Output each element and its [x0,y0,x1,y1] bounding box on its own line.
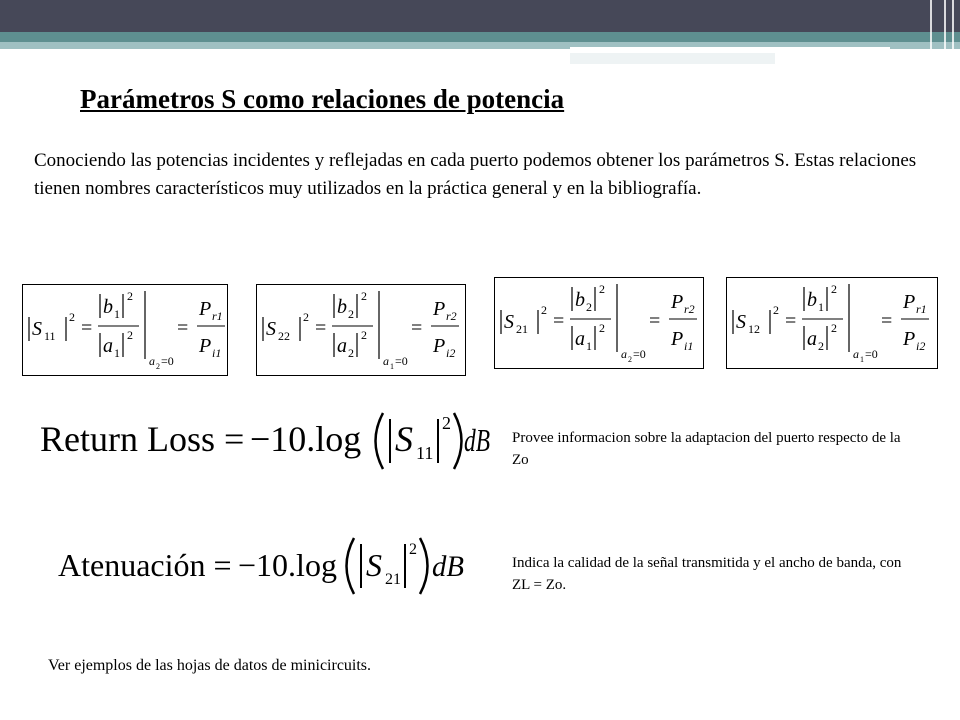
svg-text:P: P [903,291,916,313]
footer-note: Ver ejemplos de las hojas de datos de minicircuits. [48,657,372,674]
cond-value: =0 [633,347,646,361]
svg-text:S: S [395,419,413,459]
pr-subscript: r1 [916,302,927,316]
paren-right [420,538,428,594]
header-stripe-shadow [570,53,775,64]
a-subscript: 2 [348,346,354,360]
formula-s11 [29,289,225,371]
cond-value: =0 [395,354,408,368]
s-subscript: 11 [44,329,56,343]
svg-text:P: P [903,328,916,350]
svg-text:=: = [411,317,423,339]
cond-value: =0 [161,354,174,368]
svg-text:P: P [433,335,446,357]
return-loss-unit: dB [464,422,490,458]
svg-text:2: 2 [599,282,605,296]
return-loss-equation [40,405,490,475]
formula-box-s11 [22,284,228,376]
cond-value: =0 [865,347,878,361]
pr-subscript: r2 [446,309,457,323]
svg-text:2: 2 [127,289,133,303]
atenuacion-label: Atenuación = [58,547,232,583]
svg-text:2: 2 [831,282,837,296]
svg-text:2: 2 [361,328,367,342]
header-bar [0,0,960,32]
cond-subscript: 1 [390,362,394,371]
paren-right [454,413,462,469]
cond-subscript: 2 [628,355,632,364]
svg-text:P: P [433,298,446,320]
pi-subscript: i2 [446,346,456,360]
svg-text:2: 2 [541,303,547,317]
svg-text:P: P [671,291,684,313]
svg-text:P: P [199,335,212,357]
return-loss-note: Provee informacion sobre la adaptacion del puerto respecto de la Zo [512,430,901,468]
svg-text:2: 2 [303,310,309,324]
formula-box-s21 [494,277,704,369]
atenuacion-unit: dB [432,550,464,583]
formula-s21 [501,282,697,364]
paren-left [347,538,355,594]
svg-text:2: 2 [69,310,75,324]
svg-text:S: S [736,311,746,333]
pr-subscript: r1 [212,309,223,323]
svg-text:b: b [103,296,113,318]
formula-s22 [263,289,459,371]
svg-text:=: = [81,317,93,339]
atenuacion-coef: −10.log [238,547,337,583]
header-stripe [570,47,890,50]
svg-text:=: = [177,317,189,339]
svg-text:2: 2 [442,413,451,433]
svg-text:a: a [149,354,155,368]
svg-text:b: b [575,289,585,311]
pi-subscript: i2 [916,339,926,353]
svg-text:a: a [103,335,113,357]
header-vbar [930,0,932,64]
svg-text:a: a [621,347,627,361]
pr-subscript: r2 [684,302,695,316]
svg-text:S: S [504,311,514,333]
slide-title: Parámetros S como relaciones de potencia [80,84,565,114]
header-band [0,32,960,42]
atenuacion-equation [58,530,473,600]
svg-text:P: P [671,328,684,350]
formula-box-s22 [256,284,466,376]
intro-paragraph: Conociendo las potencias incidentes y reflejadas en cada puerto podemos obtener los parámetros S. Estas relaciones tienen nombres característicos muy utilizados en la práctica general y en la bibliografía. [34,150,917,199]
return-loss-sub: 11 [416,443,434,463]
svg-text:=: = [315,317,327,339]
svg-text:a: a [575,328,585,350]
svg-text:2: 2 [599,321,605,335]
atenuacion-note: Indica la calidad de la señal transmitida y el ancho de banda, con ZL = Zo. [512,555,902,593]
atenuacion-sub: 21 [385,571,401,588]
b-subscript: 2 [348,307,354,321]
header-vbar [944,0,946,64]
paren-left [376,413,384,469]
svg-text:P: P [199,298,212,320]
svg-text:S: S [32,318,42,340]
svg-text:a: a [337,335,347,357]
svg-text:2: 2 [409,541,417,558]
formula-s12 [733,282,929,364]
formula-box-s12 [726,277,938,369]
svg-text:=: = [881,310,893,332]
svg-text:b: b [337,296,347,318]
s-subscript: 12 [748,322,760,336]
svg-text:a: a [383,354,389,368]
b-subscript: 1 [818,300,824,314]
cond-subscript: 2 [156,362,160,371]
svg-text:2: 2 [361,289,367,303]
svg-text:S: S [366,547,382,583]
s-subscript: 21 [516,322,528,336]
svg-text:a: a [807,328,817,350]
cond-subscript: 1 [860,355,864,364]
pi-subscript: i1 [684,339,694,353]
pi-subscript: i1 [212,346,222,360]
svg-text:b: b [807,289,817,311]
a-subscript: 1 [586,339,592,353]
b-subscript: 2 [586,300,592,314]
a-subscript: 1 [114,346,120,360]
svg-text:=: = [785,310,797,332]
return-loss-coef: −10.log [250,419,362,459]
svg-text:=: = [553,310,565,332]
svg-text:2: 2 [127,328,133,342]
svg-text:2: 2 [773,303,779,317]
b-subscript: 1 [114,307,120,321]
a-subscript: 2 [818,339,824,353]
header-vbar [952,0,954,64]
svg-text:a: a [853,347,859,361]
svg-text:=: = [649,310,661,332]
return-loss-label: Return Loss = [40,419,245,459]
s-subscript: 22 [278,329,290,343]
svg-text:2: 2 [831,321,837,335]
svg-text:S: S [266,318,276,340]
